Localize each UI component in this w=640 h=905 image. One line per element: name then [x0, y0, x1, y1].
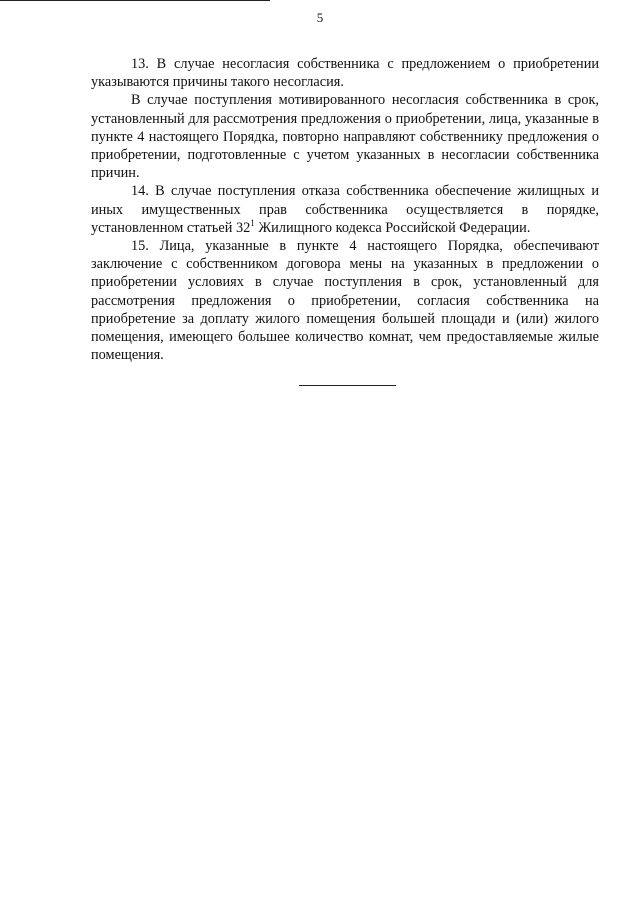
paragraph-14-text: 14. В случае поступления отказа собственника обеспечение жилищных и иных имущественных прав собственника осуществляется в порядке, установленном статьей 32	[91, 183, 599, 236]
paragraph-14-text-end: Жилищного кодекса Российской Федерации.	[254, 219, 531, 236]
paragraph-13-continuation: В случае поступления мотивированного несогласия собственника в срок, установленный для рассмотрения предложения о приобретении, лица, указанные в пункте 4 настоящего Порядка, повторно направляют собственнику предложения о приобретении, подготовленные с учетом указанных в несогласии собственника причин.	[91, 92, 599, 182]
top-edge-rule	[0, 0, 270, 1]
document-end-rule	[299, 385, 396, 386]
paragraph-15: 15. Лица, указанные в пункте 4 настоящего Порядка, обеспечивают заключение с собственником договора мены на указанных в предложении о приобретении условиях в случае поступления в срок, установленный для рассмотрения предложения о приобретении, согласия собственника на приобретение за доплату жилого помещения большей площади и (или) жилого помещения, имеющего большее количество комнат, чем предоставляемые жилые помещения.	[91, 238, 599, 364]
paragraph-13: 13. В случае несогласия собственника с предложением о приобретении указываются причины такого несогласия.	[91, 56, 599, 91]
article-superscript: 1	[250, 218, 255, 229]
paragraph-14	[91, 182, 599, 237]
page-number: 5	[316, 10, 324, 25]
document-body	[91, 55, 599, 364]
